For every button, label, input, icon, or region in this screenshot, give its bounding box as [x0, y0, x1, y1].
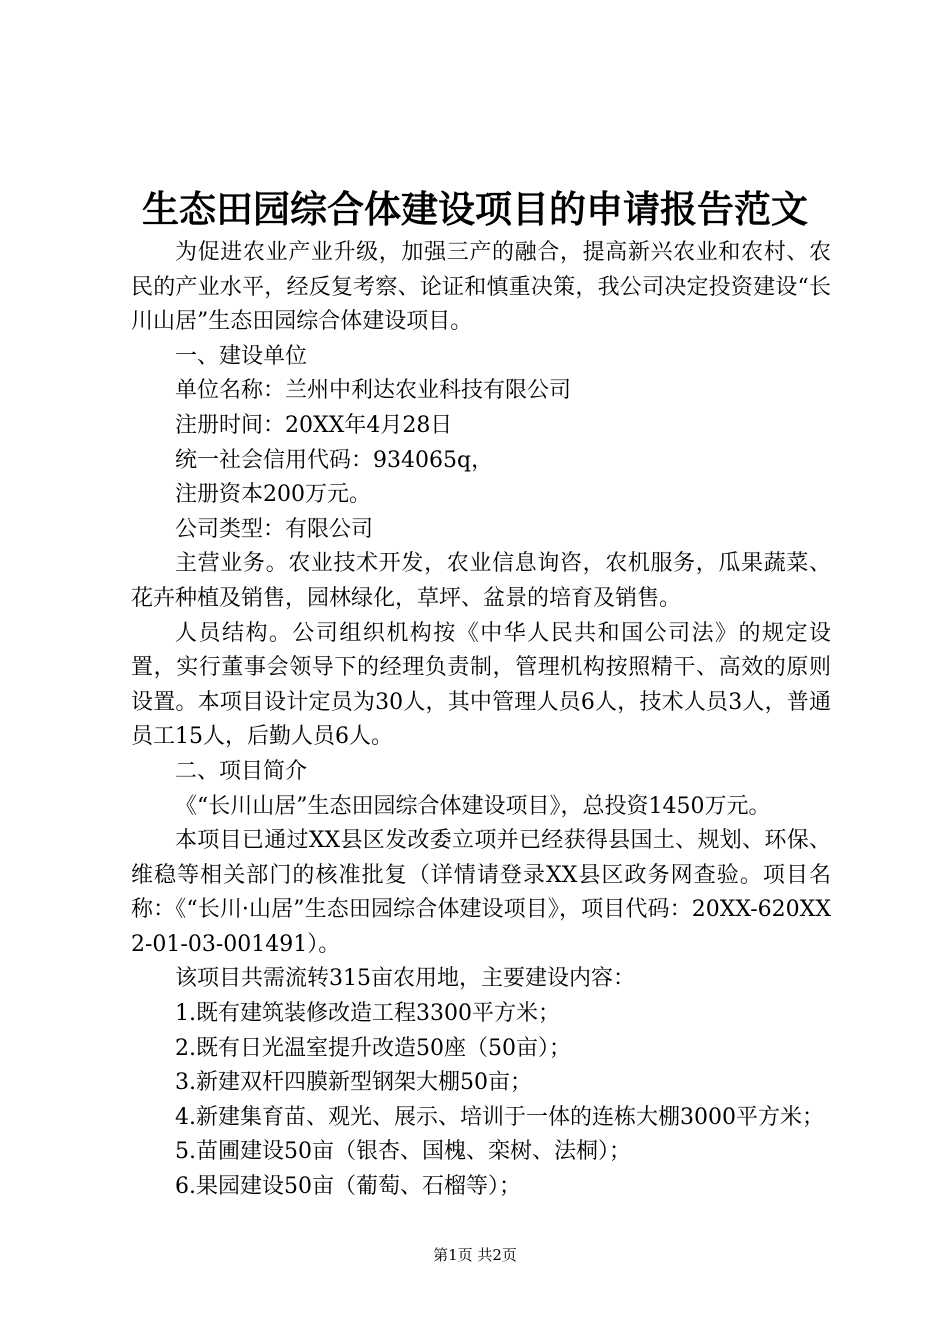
section-heading-project-intro: 二、项目简介: [175, 758, 308, 784]
document-title: 生态田园综合体建设项目的申请报告范文: [142, 187, 808, 231]
paragraph-staff-structure: 人员结构。公司组织机构按《中华人民共和国公司法》的规定设置，实行董事会领导下的经理负责制，管理机构按照精干、高效的原则设置。本项目设计定员为30人，其中管理人员6人，技术人员3人，普通员工15人，后勤人员6人。: [131, 620, 831, 750]
page-number-footer: 第1页 共2页: [433, 1246, 517, 1264]
list-item: 3.新建双杆四膜新型钢架大棚50亩；: [175, 1070, 532, 1096]
paragraph-credit-code: 统一社会信用代码：934065q，: [175, 447, 494, 473]
paragraph-approval: 本项目已通过XX县区发改委立项并已经获得县国土、规划、环保、维稳等相关部门的核准批复（详情请登录XX县区政务网查验。项目名称：《“长川·山居”生态田园综合体建设项目》，项目代码：20XX-620XX2-01-03-001491）。: [131, 828, 831, 957]
paragraph-total-investment: 《“长川山居”生态田园综合体建设项目》，总投资1450万元。: [175, 793, 771, 819]
paragraph-main-business: 主营业务。农业技术开发，农业信息询咨，农机服务，瓜果蔬菜、花卉种植及销售，园林绿化，草坪、盆景的培育及销售。: [131, 551, 831, 611]
paragraph-intro: 为促进农业产业升级，加强三产的融合，提高新兴农业和农村、农民的产业水平，经反复考察、论证和慎重决策，我公司决定投资建设“长川山居”生态田园综合体建设项目。: [131, 240, 831, 335]
list-item: 4.新建集育苗、观光、展示、培训于一体的连栋大棚3000平方米；: [175, 1104, 824, 1130]
list-item: 2.既有日光温室提升改造50座（50亩）；: [175, 1035, 571, 1061]
paragraph-registered-capital: 注册资本200万元。: [175, 482, 371, 508]
paragraph-land-transfer: 该项目共需流转315亩农用地，主要建设内容：: [175, 966, 635, 992]
section-heading-construction-unit: 一、建设单位: [175, 343, 308, 369]
paragraph-company-type: 公司类型：有限公司: [175, 516, 374, 542]
list-item: 1.既有建筑装修改造工程3300平方米；: [175, 1001, 560, 1027]
list-item: 6.果园建设50亩（葡萄、石榴等）；: [175, 1174, 521, 1200]
paragraph-registration-date: 注册时间：20XX年4月28日: [175, 412, 453, 438]
document-body: [131, 236, 831, 1205]
list-item: 5.苗圃建设50亩（银杏、国槐、栾树、法桐）；: [175, 1139, 631, 1165]
paragraph-unit-name: 单位名称：兰州中利达农业科技有限公司: [175, 378, 572, 404]
